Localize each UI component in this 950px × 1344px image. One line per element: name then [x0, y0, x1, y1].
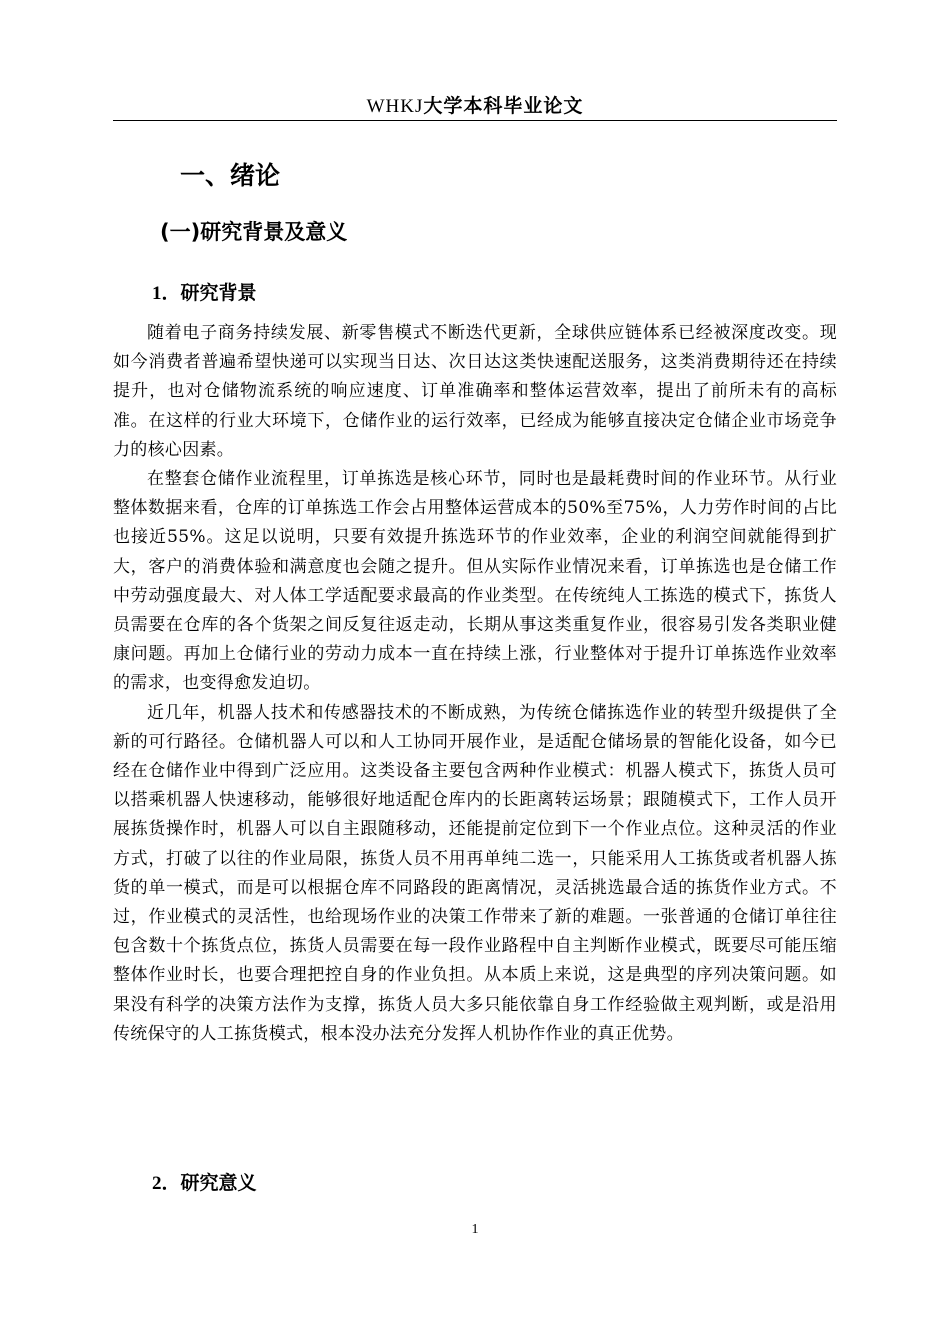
subsection-title: 研究背景	[180, 282, 257, 304]
paragraph: 在整套仓储作业流程里，订单拣选是核心环节，同时也是最耗费时间的作业环节。从行业整体数据来看，仓库的订单拣选工作会占用整体运营成本的50%至75%，人力劳作时间的占比也接近55%。这足以说明，只要有效提升拣选环节的作业效率，企业的利润空间就能得到扩大，客户的消费体验和满意度也会随之提升。但从实际作业情况来看，订单拣选也是仓储工作中劳动强度最大、对人体工学适配要求最高的作业类型。在传统纯人工拣选的模式下，拣货人员需要在仓库的各个货架之间反复往返走动，长期从事这类重复作业，很容易引发各类职业健康问题。再加上仓储行业的劳动力成本一直在持续上涨，行业整体对于提升订单拣选作业效率的需求，也变得愈发迫切。	[113, 469, 837, 694]
subsection-title: 研究意义	[180, 1172, 257, 1194]
page-header	[113, 90, 837, 121]
subsection-number: 2．	[152, 1173, 181, 1194]
header-code: WHKJ	[366, 96, 424, 117]
paragraph: 随着电子商务持续发展、新零售模式不断迭代更新，全球供应链体系已经被深度改变。现如今消费者普遍希望快递可以实现当日达、次日达这类快速配送服务，这类消费期待还在持续提升，也对仓储物流系统的响应速度、订单准确率和整体运营效率，提出了前所未有的高标准。在这样的行业大环境下，仓储作业的运行效率，已经成为能够直接决定仓储企业市场竞争力的核心因素。	[113, 323, 837, 460]
page-number: 1	[471, 1222, 479, 1237]
chapter-title: 一、绪论	[180, 161, 281, 190]
header-university: 大学本科毕业论文	[423, 95, 584, 117]
paragraph: 近几年，机器人技术和传感器技术的不断成熟，为传统仓储拣选作业的转型升级提供了全新的可行路径。仓储机器人可以和人工协同开展作业，是适配仓储场景的智能化设备，如今已经在仓储作业中得到广泛应用。这类设备主要包含两种作业模式：机器人模式下，拣货人员可以搭乘机器人快速移动，能够很好地适配仓库内的长距离转运场景；跟随模式下，工作人员开展拣货操作时，机器人可以自主跟随移动，还能提前定位到下一个作业点位。这种灵活的作业方式，打破了以往的作业局限，拣货人员不用再单纯二选一，只能采用人工拣货或者机器人拣货的单一模式，而是可以根据仓库不同路段的距离情况，灵活挑选最合适的拣货作业方式。不过，作业模式的灵活性，也给现场作业的决策工作带来了新的难题。一张普通的仓储订单往往包含数十个拣货点位，拣货人员需要在每一段作业路程中自主判断作业模式，既要尽可能压缩整体作业时长，也要合理把控自身的作业负担。从本质上来说，这是典型的序列决策问题。如果没有科学的决策方法作为支撑，拣货人员大多只能依靠自身工作经验做主观判断，或是沿用传统保守的人工拣货模式，根本没办法充分发挥人机协作作业的真正优势。	[113, 702, 837, 1044]
subsection-number: 1．	[152, 283, 181, 304]
body-text	[113, 319, 837, 1049]
subsection-heading-background	[152, 278, 257, 309]
section-title: (一)研究背景及意义	[160, 220, 348, 244]
subsection-heading-significance	[152, 1168, 257, 1199]
